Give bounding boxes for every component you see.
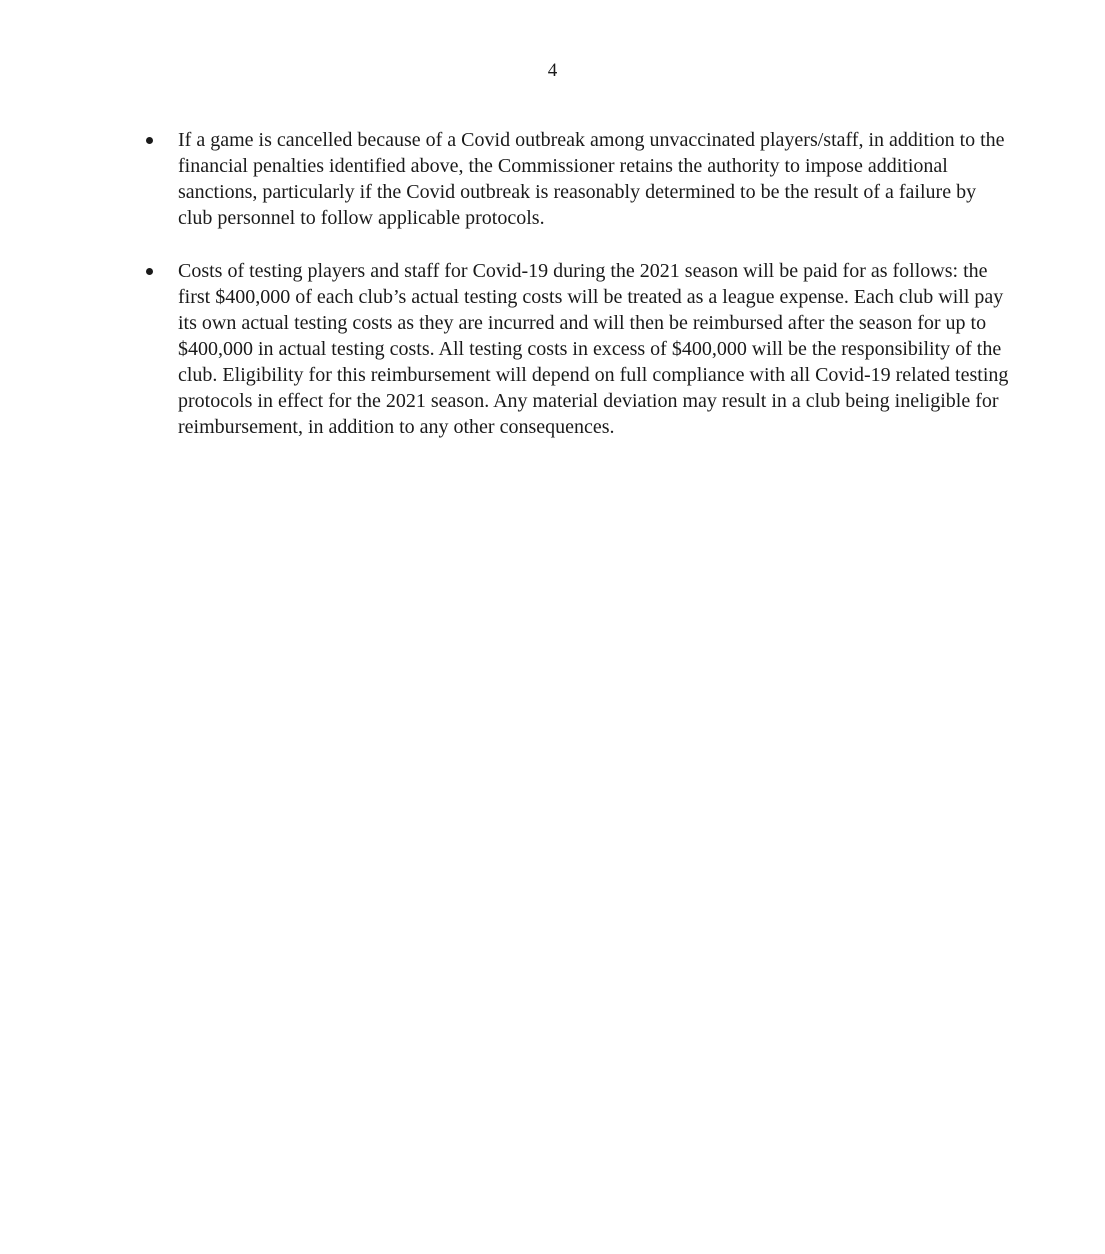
bullet-text: Costs of testing players and staff for Covid-19 during the 2021 season will be paid for as follows: the first $400,000 of each club’s actual testing costs will be treated as a league expense. Each club will pay its own actual testing costs as they are incurred and will then be reimbursed after the season for up to $400,000 in actual testing costs. All testing costs in excess of $400,000 will be the responsibility of the club. Eligibility for this reimbursement will depend on full compliance with all Covid-19 related testing protocols in effect for the 2021 season. Any material deviation may result in a club being ineligible for reimbursement, in addition to any other consequences. — [178, 260, 1009, 438]
list-item — [140, 127, 1010, 231]
page-number: 4 — [547, 60, 558, 81]
bullet-text: If a game is cancelled because of a Covid outbreak among unvaccinated players/staff, in addition to the financial penalties identified above, the Commissioner retains the authority to impose additional sanctions, particularly if the Covid outbreak is reasonably determined to be the result of a failure by club personnel to follow applicable protocols. — [178, 129, 1005, 229]
bullet-list — [140, 127, 1010, 467]
bullet-icon — [146, 268, 153, 275]
list-item — [140, 258, 1010, 440]
bullet-icon — [146, 137, 153, 144]
